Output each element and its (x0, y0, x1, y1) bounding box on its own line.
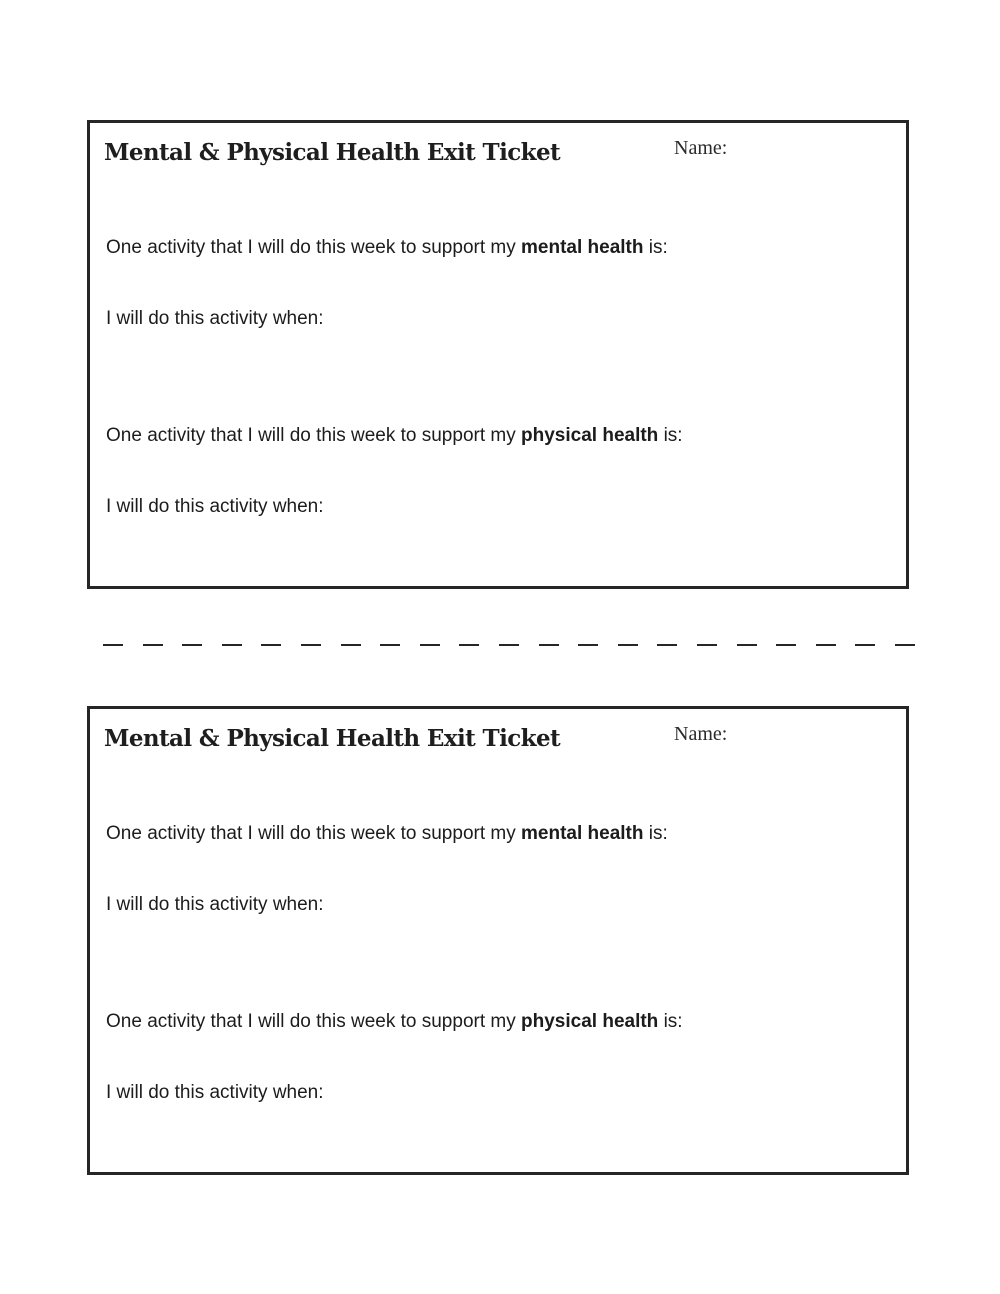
cut-line-dash (776, 644, 796, 646)
cut-line-dash (182, 644, 202, 646)
cut-line-dash (341, 644, 361, 646)
cut-line-dash (499, 644, 519, 646)
dashed-cut-line (103, 644, 915, 647)
cut-line-dash (459, 644, 479, 646)
cut-line-dash (895, 644, 915, 646)
name-label: Name: (674, 137, 728, 159)
physical-health-when-prompt: I will do this activity when: (106, 496, 324, 517)
cut-line-dash (420, 644, 440, 646)
cut-line-dash (816, 644, 836, 646)
mental-health-when-prompt: I will do this activity when: (106, 894, 324, 915)
cut-line-dash (618, 644, 638, 646)
physical-health-when-prompt: I will do this activity when: (106, 1082, 324, 1103)
mental-health-when-prompt: I will do this activity when: (106, 308, 324, 329)
cut-line-dash (222, 644, 242, 646)
cut-line-dash (539, 644, 559, 646)
cut-line-dash (301, 644, 321, 646)
name-label: Name: (674, 723, 728, 745)
cut-line-dash (103, 644, 123, 646)
physical-health-activity-prompt: One activity that I will do this week to support my physical health is: (106, 425, 683, 446)
exit-ticket-1 (87, 120, 909, 589)
cut-line-dash (261, 644, 281, 646)
cut-line-dash (578, 644, 598, 646)
exit-ticket-2 (87, 706, 909, 1175)
cut-line-dash (737, 644, 757, 646)
ticket-title: Mental & Physical Health Exit Ticket (104, 139, 560, 166)
cut-line-dash (657, 644, 677, 646)
physical-health-activity-prompt: One activity that I will do this week to support my physical health is: (106, 1011, 683, 1032)
mental-health-activity-prompt: One activity that I will do this week to support my mental health is: (106, 823, 668, 844)
mental-health-activity-prompt: One activity that I will do this week to support my mental health is: (106, 237, 668, 258)
cut-line-dash (697, 644, 717, 646)
ticket-title: Mental & Physical Health Exit Ticket (104, 725, 560, 752)
cut-line-dash (855, 644, 875, 646)
cut-line-dash (143, 644, 163, 646)
cut-line-dash (380, 644, 400, 646)
